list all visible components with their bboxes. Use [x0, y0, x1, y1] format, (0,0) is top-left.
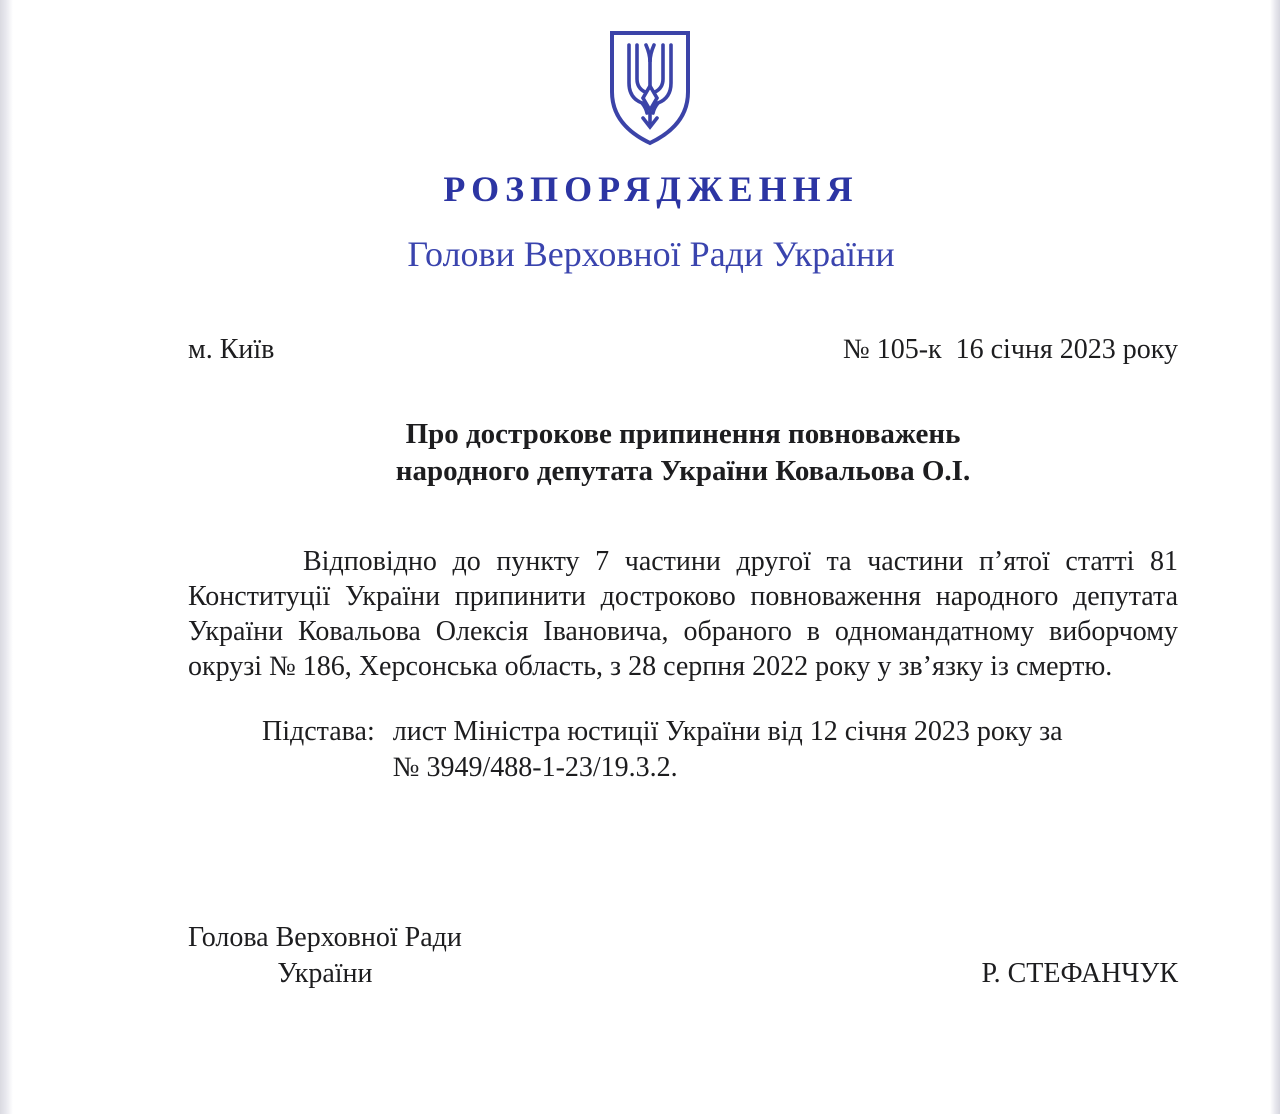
- subject-line-2: народного депутата України Ковальова О.І.: [395, 455, 971, 487]
- basis-line-1: лист Міністра юстиції України від 12 січня 2023 року за: [392, 716, 1063, 747]
- signatory-title-line-1: Голова Верховної Ради: [188, 922, 462, 953]
- basis-block: [262, 714, 1178, 786]
- doc-number-and-date: № 105-к 16 січня 2023 року: [842, 334, 1178, 365]
- ukraine-trident-emblem-icon: [606, 28, 694, 150]
- signature-block: [188, 920, 1178, 992]
- basis-text: [393, 714, 1063, 786]
- subject-line-1: Про дострокове припинення повноважень: [405, 418, 961, 450]
- subject-heading: [188, 416, 1178, 490]
- body-paragraph: Відповідно до пункту 7 частини другої та частини п’ятої статті 81 Конституції України припинити достроково повноваження народного депутата України Ковальова Олексія Івановича, обраного в одномандатному виборчому окрузі № 186, Херсонська область, з 28 серпня 2022 року у зв’язку із смертю.: [188, 546, 1178, 682]
- signatory-title-line-2: України: [277, 958, 373, 989]
- signatory-title: [188, 920, 462, 992]
- document-type-title: РОЗПОРЯДЖЕННЯ: [443, 169, 859, 209]
- signatory-name: Р. СТЕФАНЧУК: [981, 958, 1178, 989]
- place-label: м. Київ: [188, 334, 275, 365]
- basis-label: Підстава:: [262, 716, 375, 747]
- meta-row: [188, 334, 1178, 366]
- issuer-subtitle: Голови Верховної Ради України: [407, 234, 895, 274]
- basis-line-2: № 3949/488-1-23/19.3.2.: [392, 752, 678, 783]
